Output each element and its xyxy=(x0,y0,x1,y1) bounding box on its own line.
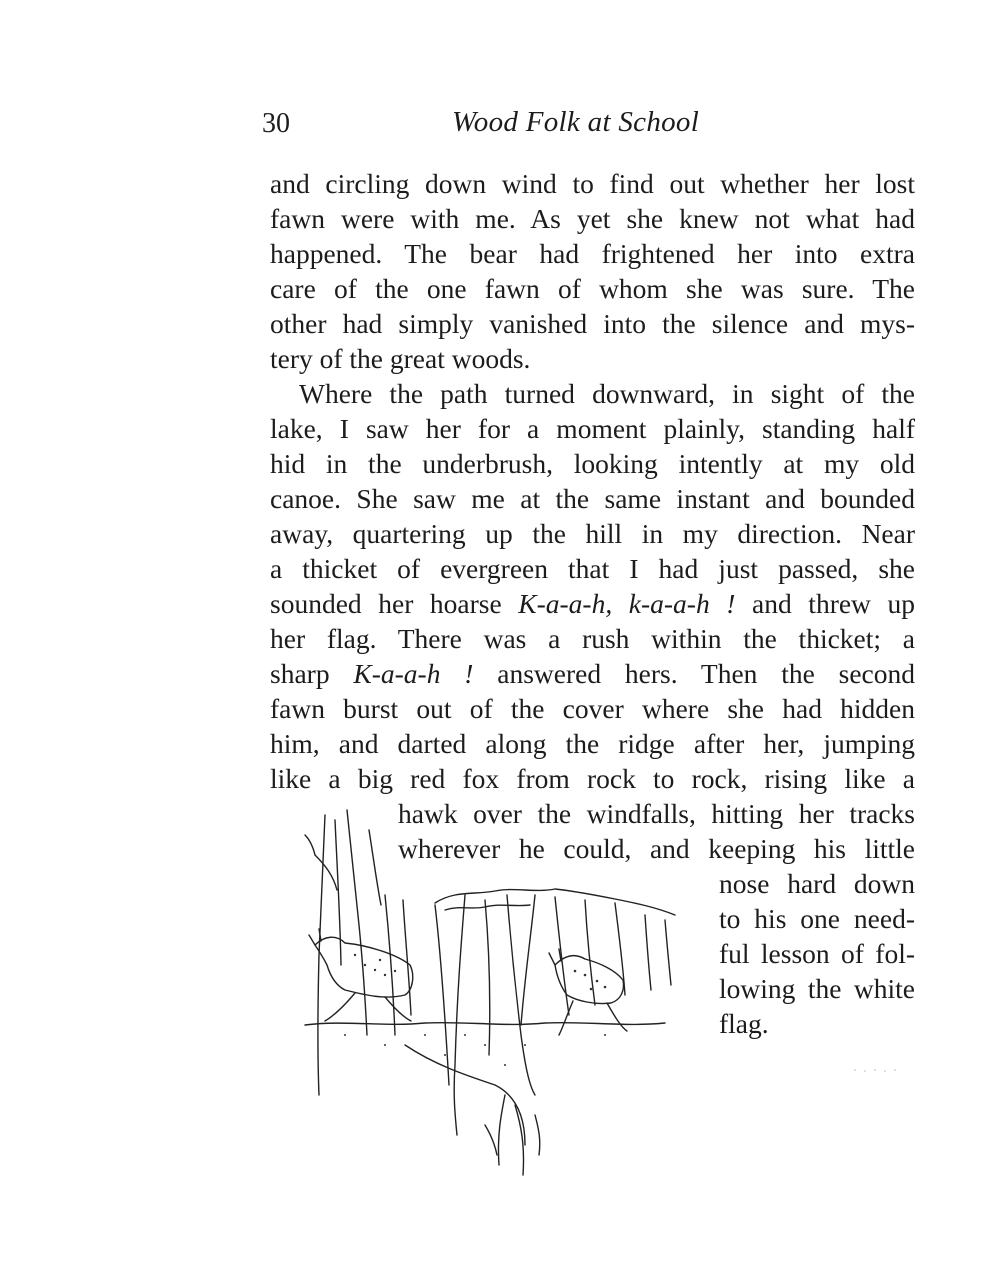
text-line: flag. xyxy=(719,1008,769,1039)
text-line: tery of the great woods. xyxy=(270,343,531,374)
page-number: 30 xyxy=(262,108,290,139)
text-line: hid in the underbrush, looking intently at my old xyxy=(270,448,915,479)
text-line: ful lesson of fol- xyxy=(719,938,915,969)
deer-woodland-illustration xyxy=(285,795,725,1195)
text-line: and circling down wind to find out whether her lost xyxy=(270,168,915,199)
page-specks xyxy=(850,1060,910,1080)
text-line: other had simply vanished into the silence and mys- xyxy=(270,308,915,339)
italic-call: K-a-a-h, k-a-a-h ! xyxy=(518,588,736,619)
text-line: fawn were with me. As yet she knew not what had xyxy=(270,203,915,234)
text-line xyxy=(270,656,915,691)
text-line: happened. The bear had frightened her into extra xyxy=(270,238,915,269)
text-line: her flag. There was a rush within the thicket; a xyxy=(270,623,915,654)
text-line xyxy=(270,586,915,621)
text-line: away, quartering up the hill in my direction. Near xyxy=(270,518,915,549)
text-line: lake, I saw her for a moment plainly, standing half xyxy=(270,413,915,444)
text-line: him, and darted along the ridge after her, jumping xyxy=(270,728,915,759)
text-line: wherever he could, and keeping his little xyxy=(398,833,915,864)
text-line: hawk over the windfalls, hitting her tracks xyxy=(398,798,915,829)
text-segment: and threw up xyxy=(735,588,915,619)
italic-call: K-a-a-h ! xyxy=(353,658,474,689)
text-segment: sharp xyxy=(270,658,354,689)
text-line: Where the path turned downward, in sight of the xyxy=(299,378,915,409)
text-line: to his one need- xyxy=(719,903,915,934)
text-segment: sounded her hoarse xyxy=(270,588,519,619)
text-segment: answered hers. Then the second xyxy=(473,658,915,689)
text-line: fawn burst out of the cover where she had hidden xyxy=(270,693,915,724)
running-title: Wood Folk at School xyxy=(452,106,700,138)
text-line: care of the one fawn of whom she was sure. The xyxy=(270,273,915,304)
text-line: lowing the white xyxy=(719,973,915,1004)
text-line: like a big red fox from rock to rock, rising like a xyxy=(270,763,915,794)
text-line: canoe. She saw me at the same instant and bounded xyxy=(270,483,915,514)
text-line: nose hard down xyxy=(719,868,915,899)
text-line: a thicket of evergreen that I had just passed, she xyxy=(270,553,915,584)
